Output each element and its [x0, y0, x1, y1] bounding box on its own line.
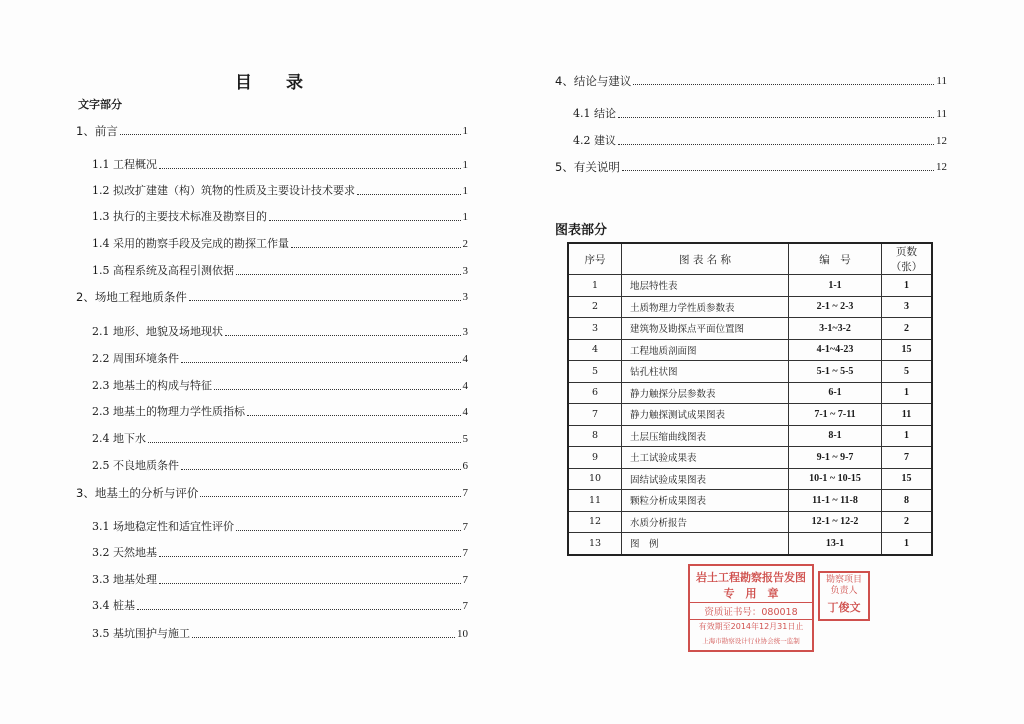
- toc-leader-dots: [357, 193, 461, 195]
- cell-count: 7: [882, 447, 933, 469]
- toc-leader-dots: [269, 219, 461, 221]
- toc-entry: [92, 573, 468, 587]
- header-no: 序号: [568, 243, 622, 275]
- table-row: [568, 511, 932, 533]
- toc-entry-page: 2: [462, 238, 468, 250]
- cell-code: 13-1: [789, 533, 882, 555]
- cell-count: 1: [882, 382, 933, 404]
- toc-leader-dots: [214, 388, 461, 390]
- table-row: [568, 382, 932, 404]
- toc-entry: [92, 432, 468, 446]
- cell-name: 工程地质剖面图: [622, 339, 789, 361]
- toc-entry: [92, 599, 468, 613]
- cell-count: 1: [882, 533, 933, 555]
- stamp-line-1: 岩土工程勘察报告发图: [696, 571, 806, 584]
- toc-entry-title: 1.2 拟改扩建建（构）筑物的性质及主要设计技术要求: [92, 184, 355, 197]
- toc-leader-dots: [618, 143, 934, 145]
- table-row: [568, 533, 932, 555]
- toc-entry: [573, 107, 947, 121]
- toc-entry-page: 5: [462, 433, 468, 445]
- toc-leader-dots: [633, 83, 934, 85]
- cell-no: 11: [568, 490, 622, 512]
- cell-code: 9-1 ~ 9-7: [789, 447, 882, 469]
- cell-code: 7-1 ~ 7-11: [789, 404, 882, 426]
- toc-entry-title: 2、场地工程地质条件: [76, 290, 187, 304]
- toc-entry: [555, 74, 947, 88]
- toc-entry-title: 1.5 高程系统及高程引测依据: [92, 264, 234, 277]
- toc-entry-page: 7: [462, 547, 468, 559]
- cell-code: 11-1 ~ 11-8: [789, 490, 882, 512]
- toc-entry-title: 5、有关说明: [555, 160, 620, 174]
- toc-leader-dots: [192, 636, 455, 638]
- toc-entry: [92, 546, 468, 560]
- toc-entry-page: 10: [457, 628, 468, 640]
- cell-count: 1: [882, 425, 933, 447]
- toc-entry-title: 3.4 桩基: [92, 599, 135, 612]
- toc-entry-page: 1: [462, 211, 468, 223]
- cell-name: 静力触探测试成果图表: [622, 404, 789, 426]
- toc-leader-dots: [137, 608, 461, 610]
- toc-leader-dots: [291, 246, 461, 248]
- toc-leader-dots: [159, 582, 461, 584]
- toc-entry-page: 4: [462, 380, 468, 392]
- cell-count: 5: [882, 361, 933, 383]
- cell-no: 10: [568, 468, 622, 490]
- cell-count: 2: [882, 511, 933, 533]
- toc-entry-page: 11: [936, 75, 947, 87]
- table-row: [568, 296, 932, 318]
- toc-entry-title: 3.5 基坑围护与施工: [92, 627, 190, 640]
- toc-entry-title: 4.1 结论: [573, 107, 616, 120]
- toc-entry: [76, 486, 468, 500]
- figure-section-title: 图表部分: [555, 223, 608, 238]
- cell-count: 15: [882, 339, 933, 361]
- toc-entry: [92, 210, 468, 224]
- cell-name: 土质物理力学性质参数表: [622, 296, 789, 318]
- toc-entry: [92, 379, 468, 393]
- toc-entry-page: 1: [462, 159, 468, 171]
- stamp2-line-1: 勘察项目负责人: [825, 575, 862, 596]
- toc-entry: [92, 158, 468, 172]
- stamp2-line-2: 丁俊文: [827, 601, 861, 614]
- table-row: [568, 275, 932, 297]
- cell-code: 1-1: [789, 275, 882, 297]
- toc-leader-dots: [159, 167, 461, 169]
- toc-entry-page: 6: [462, 460, 468, 472]
- cell-code: 10-1 ~ 10-15: [789, 468, 882, 490]
- cell-name: 土工试验成果表: [622, 447, 789, 469]
- toc-leader-dots: [622, 169, 934, 171]
- cell-code: 3-1~3-2: [789, 318, 882, 340]
- toc-leader-dots: [120, 133, 461, 135]
- toc-entry-page: 3: [462, 265, 468, 277]
- toc-entry-page: 7: [462, 574, 468, 586]
- project-leader-stamp: [818, 571, 870, 621]
- toc-entry-title: 4.2 建议: [573, 134, 616, 147]
- stamp-line-3: 资质证书号：080018: [690, 602, 812, 620]
- toc-entry-page: 7: [462, 487, 468, 499]
- table-row: [568, 318, 932, 340]
- cell-no: 3: [568, 318, 622, 340]
- cell-code: 5-1 ~ 5-5: [789, 361, 882, 383]
- toc-leader-dots: [225, 334, 461, 336]
- toc-entry-page: 1: [462, 125, 468, 137]
- toc-entry-page: 11: [936, 108, 947, 120]
- cell-name: 静力触探分层参数表: [622, 382, 789, 404]
- toc-leader-dots: [247, 414, 461, 416]
- toc-entry-title: 3.2 天然地基: [92, 546, 157, 559]
- toc-entry-title: 1.1 工程概况: [92, 158, 157, 171]
- cell-count: 3: [882, 296, 933, 318]
- toc-entry-title: 1.3 执行的主要技术标准及勘察目的: [92, 210, 267, 223]
- toc-entry-title: 2.5 不良地质条件: [92, 459, 179, 472]
- toc-leader-dots: [236, 273, 461, 275]
- toc-entry-title: 3.3 地基处理: [92, 573, 157, 586]
- toc-entry-page: 7: [462, 600, 468, 612]
- toc-entry-title: 2.1 地形、地貌及场地现状: [92, 325, 223, 338]
- cell-code: 6-1: [789, 382, 882, 404]
- cell-code: 12-1 ~ 12-2: [789, 511, 882, 533]
- toc-entry-page: 12: [936, 161, 947, 173]
- cell-count: 2: [882, 318, 933, 340]
- toc-entry: [92, 405, 468, 419]
- toc-entry-title: 2.4 地下水: [92, 432, 146, 445]
- toc-entry: [92, 520, 468, 534]
- toc-entry-title: 3、地基土的分析与评价: [76, 486, 199, 500]
- cell-count: 11: [882, 404, 933, 426]
- cell-count: 15: [882, 468, 933, 490]
- toc-leader-dots: [148, 441, 461, 443]
- toc-entry-title: 1、前言: [76, 124, 118, 138]
- table-row: [568, 339, 932, 361]
- toc-leader-dots: [189, 299, 461, 301]
- toc-entry-page: 4: [462, 406, 468, 418]
- toc-entry-page: 1: [462, 185, 468, 197]
- cell-code: 2-1 ~ 2-3: [789, 296, 882, 318]
- header-code: 编 号: [789, 243, 882, 275]
- cell-name: 图 例: [622, 533, 789, 555]
- table-row: [568, 447, 932, 469]
- cell-no: 13: [568, 533, 622, 555]
- stamp-line-4: 有效期至2014年12月31日止: [698, 622, 804, 631]
- toc-entry: [92, 352, 468, 366]
- cell-no: 6: [568, 382, 622, 404]
- toc-entry-title: 2.2 周围环境条件: [92, 352, 179, 365]
- table-row: [568, 361, 932, 383]
- cell-name: 颗粒分析成果图表: [622, 490, 789, 512]
- toc-leader-dots: [618, 116, 934, 118]
- toc-title: 目 录: [235, 73, 303, 93]
- stamp-line-5: 上海市勘察设计行业协会统一监制: [702, 637, 800, 645]
- table-header-row: [568, 243, 932, 275]
- header-name: 图 表 名 称: [622, 243, 789, 275]
- toc-leader-dots: [236, 529, 461, 531]
- toc-entry: [555, 160, 947, 174]
- table-row: [568, 404, 932, 426]
- toc-leader-dots: [159, 555, 461, 557]
- toc-entry-page: 4: [462, 353, 468, 365]
- toc-entry: [92, 184, 468, 198]
- toc-entry: [573, 134, 947, 148]
- cell-no: 2: [568, 296, 622, 318]
- toc-entry: [92, 237, 468, 251]
- toc-entry-title: 2.3 地基土的物理力学性质指标: [92, 405, 245, 418]
- toc-leader-dots: [200, 495, 460, 497]
- table-row: [568, 490, 932, 512]
- table-row: [568, 468, 932, 490]
- toc-entry-page: 3: [462, 291, 468, 303]
- stamp-line-2: 专 用 章: [723, 587, 779, 600]
- figure-table: [567, 242, 933, 556]
- cell-no: 8: [568, 425, 622, 447]
- toc-entry: [76, 290, 468, 304]
- toc-entry-page: 3: [462, 326, 468, 338]
- cell-name: 建筑物及勘探点平面位置图: [622, 318, 789, 340]
- text-section-title: 文字部分: [78, 98, 122, 111]
- toc-entry: [92, 264, 468, 278]
- toc-entry: [92, 459, 468, 473]
- cell-code: 4-1~4-23: [789, 339, 882, 361]
- cell-name: 地层特性表: [622, 275, 789, 297]
- cell-name: 土层压缩曲线图表: [622, 425, 789, 447]
- toc-entry: [76, 124, 468, 138]
- toc-entry-page: 7: [462, 521, 468, 533]
- cell-name: 钻孔柱状图: [622, 361, 789, 383]
- official-seal-stamp: [688, 564, 814, 652]
- toc-entry-title: 3.1 场地稳定性和适宜性评价: [92, 520, 234, 533]
- toc-leader-dots: [181, 361, 461, 363]
- cell-no: 4: [568, 339, 622, 361]
- cell-code: 8-1: [789, 425, 882, 447]
- toc-entry-title: 2.3 地基土的构成与特征: [92, 379, 212, 392]
- toc-entry-title: 1.4 采用的勘察手段及完成的勘探工作量: [92, 237, 289, 250]
- cell-count: 8: [882, 490, 933, 512]
- header-count: 页数（张）: [882, 243, 933, 275]
- cell-no: 7: [568, 404, 622, 426]
- cell-no: 5: [568, 361, 622, 383]
- cell-no: 1: [568, 275, 622, 297]
- cell-name: 固结试验成果图表: [622, 468, 789, 490]
- table-row: [568, 425, 932, 447]
- cell-no: 12: [568, 511, 622, 533]
- toc-entry-title: 4、结论与建议: [555, 74, 632, 88]
- toc-leader-dots: [181, 468, 461, 470]
- cell-name: 水质分析报告: [622, 511, 789, 533]
- toc-entry-page: 12: [936, 135, 947, 147]
- toc-entry: [92, 627, 468, 641]
- toc-entry: [92, 325, 468, 339]
- cell-no: 9: [568, 447, 622, 469]
- cell-count: 1: [882, 275, 933, 297]
